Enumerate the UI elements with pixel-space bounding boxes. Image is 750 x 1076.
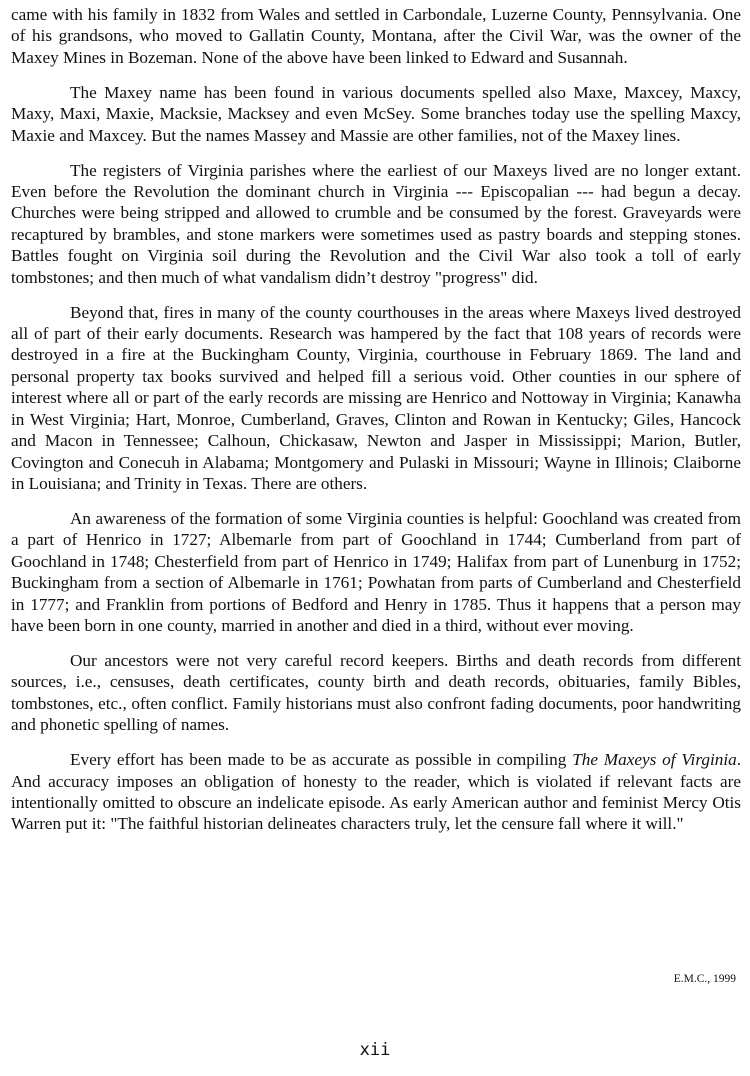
paragraph-4-text: Beyond that, fires in many of the county courthouses in the areas where Maxeys lived destroyed all of part of their early documents. Research was hampered by the fact that 108 years of records were destroyed in a fire at the Buckingham County, Virginia, courthouse in February 1869. The land and personal property tax books survived and helped fill a serious void. Other counties in our sphere of interest where all or part of the early records are missing are Henrico and Nottoway in Virginia; Kanawha in West Virginia; Hart, Monroe, Cumberland, Graves, Clinton and Rowan in Kentucky; Giles, Hancock and Macon in Tennessee; Calhoun, Chickasaw, Newton and Jasper in Mississippi; Marion, Butler, Covington and Conecuh in Alabama; Montgomery and Pulaski in Missouri; Wayne in Illinois; Claiborne in Louisiana; and Trinity in Texas. There are others. (11, 302, 741, 493)
paragraph-5 (11, 508, 741, 636)
author-signature: E.M.C., 1999 (673, 973, 736, 985)
paragraph-3 (11, 160, 741, 288)
paragraph-2 (11, 82, 741, 146)
paragraph-7 (11, 749, 741, 835)
paragraph-1-text: came with his family in 1832 from Wales and settled in Carbondale, Luzerne County, Pennsylvania. One of his grandsons, who moved to Gallatin County, Montana, after the Civil War, was the owner of the Maxey Mines in Bozeman. None of the above have been linked to Edward and Susannah. (11, 5, 741, 67)
paragraph-3-text: The registers of Virginia parishes where the earliest of our Maxeys lived are no longer extant. Even before the Revolution the dominant church in Virginia --- Episcopalian --- had begun a decay. Churches were being stripped and allowed to crumble and be consumed by the forest. Graveyards were recaptured by brambles, and stone markers were sometimes used as pastry boards and stepping stones. Battles fought on Virginia soil during the Revolution and the Civil War also took a toll of early tombstones; and then much of what vandalism didn’t destroy "progress" did. (11, 160, 741, 287)
book-title: The Maxeys of Virginia (572, 750, 737, 770)
page-number: xii (359, 1040, 391, 1060)
body-text (11, 4, 741, 835)
paragraph-1 (11, 4, 741, 68)
paragraph-7-text-start: Every effort has been made to be as accurate as possible in compiling (70, 750, 573, 770)
paragraph-2-text: The Maxey name has been found in various documents spelled also Maxe, Maxcey, Maxcy, Maxy, Maxi, Maxie, Macksie, Macksey and even McSey. Some branches today use the spelling Maxcy, Maxie and Maxcey. But the names Massey and Massie are other families, not of the Maxey lines. (11, 82, 741, 145)
paragraph-4 (11, 302, 741, 495)
paragraph-6 (11, 650, 741, 736)
paragraph-6-text: Our ancestors were not very careful record keepers. Births and death records from different sources, i.e., censuses, death certificates, county birth and death records, obituaries, family Bibles, tombstones, etc., often conflict. Family historians must also confront fading documents, poor handwriting and phonetic spelling of names. (11, 650, 741, 735)
paragraph-5-text: An awareness of the formation of some Virginia counties is helpful: Goochland was created from a part of Henrico in 1727; Albemarle from part of Goochland in 1744; Cumberland from part of Goochland in 1748; Chesterfield from part of Henrico in 1749; Halifax from part of Lunenburg in 1752; Buckingham from a section of Albemarle in 1761; Powhatan from parts of Cumberland and Chesterfield in 1777; and Franklin from portions of Bedford and Henry in 1785. Thus it happens that a person may have been born in one county, married in another and died in a third, without ever moving. (11, 508, 741, 635)
paragraph-7-text-end: . And accuracy imposes an obligation of honesty to the reader, which is violated if relevant facts are intentionally omitted to obscure an indelicate episode. As early American author and feminist Mercy Otis Warren put it: "The faithful historian delineates characters truly, let the censure fall where it will." (11, 750, 742, 834)
